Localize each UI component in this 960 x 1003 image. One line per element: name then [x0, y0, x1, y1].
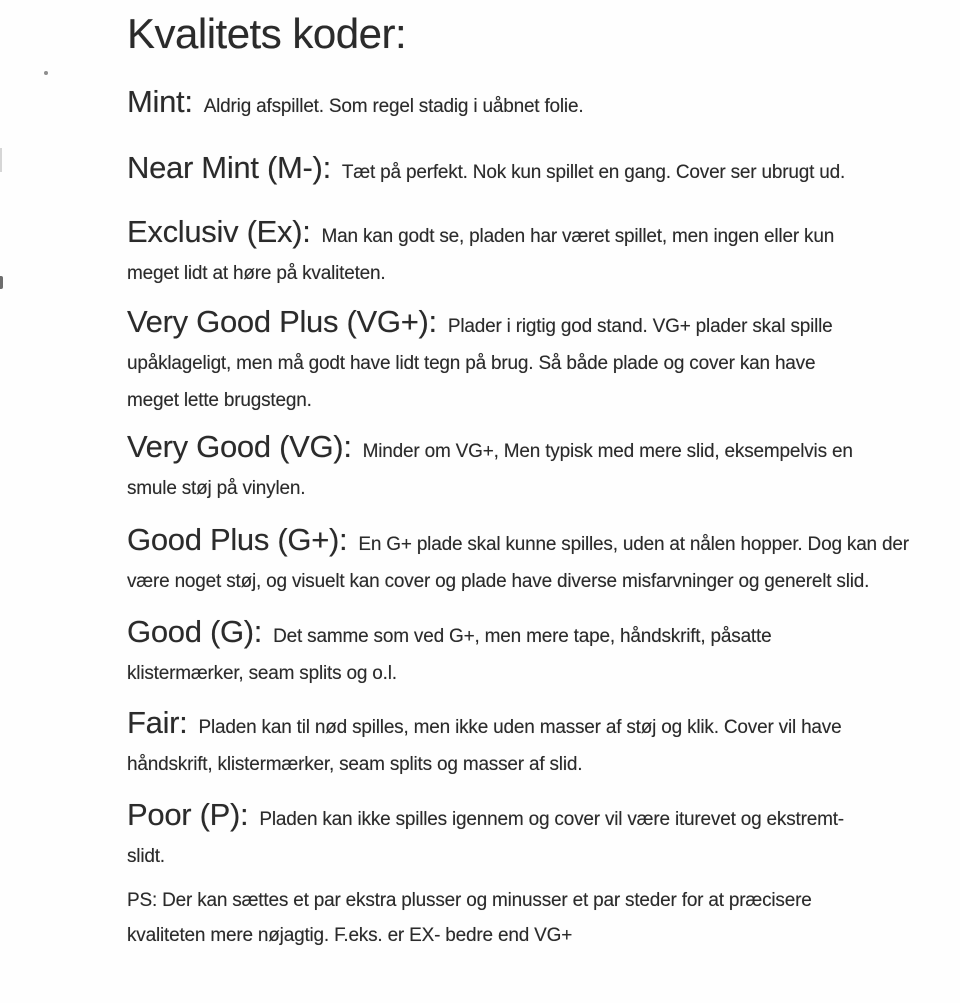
section-heading-very-good-plus: Very Good Plus (VG+):	[127, 304, 437, 339]
section-poor	[127, 797, 844, 874]
section-very-good-plus	[127, 304, 833, 418]
section-text: Aldrig afspillet. Som regel stadig i uåbnet folie.	[203, 96, 584, 117]
section-good-plus	[127, 522, 909, 599]
section-text: Plader i rigtig god stand. VG+ plader skal spille	[447, 316, 833, 337]
section-first-line	[127, 84, 583, 124]
section-heading-fair: Fair:	[127, 705, 188, 740]
postscript-note	[127, 884, 812, 952]
section-text: Minder om VG+, Men typisk med mere slid, eksempelvis en	[362, 441, 853, 462]
section-text: Det samme som ved G+, men mere tape, håndskrift, påsatte	[273, 626, 772, 647]
postscript-line: PS: Der kan sættes et par ekstra plusser og minusser et par steder for at præcisere	[127, 890, 812, 911]
section-text: Tæt på perfekt. Nok kun spillet en gang. Cover ser ubrugt ud.	[341, 162, 846, 183]
section-text-line: klistermærker, seam splits og o.l.	[127, 663, 397, 684]
section-very-good	[127, 429, 853, 506]
section-first-line	[127, 522, 909, 562]
scan-speck	[44, 71, 48, 75]
section-first-line	[127, 150, 845, 190]
section-mint	[127, 84, 583, 124]
section-first-line	[127, 429, 853, 469]
section-heading-good-plus: Good Plus (G+):	[127, 522, 348, 557]
section-text-line: meget lette brugstegn.	[127, 390, 312, 411]
section-text: Man kan godt se, pladen har været spillet, men ingen eller kun	[321, 226, 835, 247]
section-text: Pladen kan til nød spilles, men ikke uden masser af støj og klik. Cover vil have	[198, 717, 842, 738]
section-text-line: meget lidt at høre på kvaliteten.	[127, 263, 386, 284]
section-heading-very-good: Very Good (VG):	[127, 429, 352, 464]
section-near-mint	[127, 150, 845, 190]
section-text-line: slidt.	[127, 846, 165, 867]
section-text: En G+ plade skal kunne spilles, uden at nålen hopper. Dog kan der	[358, 534, 909, 555]
section-first-line	[127, 797, 844, 837]
section-text-line: håndskrift, klistermærker, seam splits og masser af slid.	[127, 754, 583, 775]
section-first-line	[127, 304, 833, 344]
section-heading-good: Good (G):	[127, 614, 263, 649]
section-heading-exclusiv: Exclusiv (Ex):	[127, 214, 311, 249]
section-exclusiv	[127, 214, 834, 291]
section-heading-mint: Mint:	[127, 84, 193, 119]
section-fair	[127, 705, 841, 782]
postscript-line: kvaliteten mere nøjagtig. F.eks. er EX- bedre end VG+	[127, 925, 573, 946]
scan-edge-smudge	[0, 148, 2, 172]
section-heading-near-mint: Near Mint (M-):	[127, 150, 331, 185]
section-first-line	[127, 705, 841, 745]
section-first-line	[127, 214, 834, 254]
section-text-line: upåklageligt, men må godt have lidt tegn på brug. Så både plade og cover kan have	[127, 353, 816, 374]
scan-edge-mark	[0, 276, 3, 289]
section-text-line: være noget støj, og visuelt kan cover og plade have diverse misfarvninger og generelt slid.	[127, 571, 870, 592]
section-heading-poor: Poor (P):	[127, 797, 249, 832]
section-first-line	[127, 614, 771, 654]
section-good	[127, 614, 771, 691]
section-text-line: smule støj på vinylen.	[127, 478, 306, 499]
page-title: Kvalitets koder:	[127, 10, 407, 57]
section-text: Pladen kan ikke spilles igennem og cover vil være iturevet og ekstremt-	[259, 809, 844, 830]
